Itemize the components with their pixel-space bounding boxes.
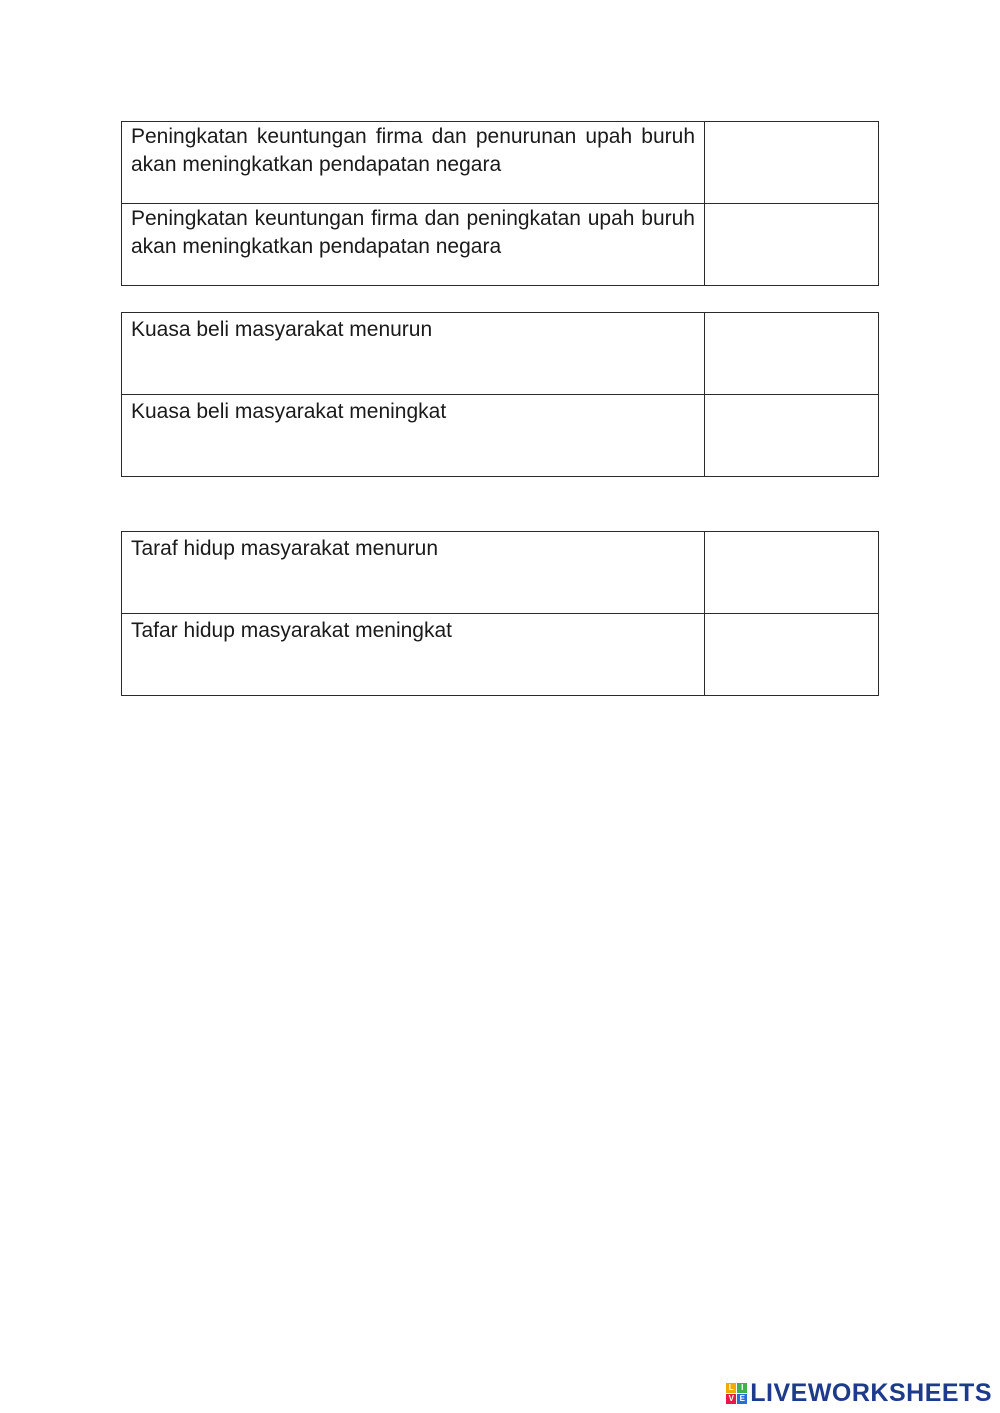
statement-cell — [122, 204, 705, 286]
answer-box[interactable] — [705, 532, 879, 614]
statement-cell — [122, 313, 705, 395]
table-row — [122, 614, 879, 696]
statement-text: Peningkatan keuntungan firma dan penurunan upah buruh akan meningkatkan pendapatan negara — [131, 125, 695, 176]
table-row — [122, 395, 879, 477]
answer-box[interactable] — [705, 313, 879, 395]
logo-tile-v: V — [726, 1394, 736, 1404]
table-row — [122, 532, 879, 614]
statement-text: Taraf hidup masyarakat menurun — [131, 537, 438, 560]
statement-text: Kuasa beli masyarakat meningkat — [131, 400, 447, 423]
statement-table-3 — [121, 531, 879, 696]
statement-table-2 — [121, 312, 879, 477]
statement-text: Peningkatan keuntungan firma dan peningkatan upah buruh akan meningkatkan pendapatan negara — [131, 207, 695, 258]
statement-text: Tafar hidup masyarakat meningkat — [131, 619, 452, 642]
answer-box[interactable] — [705, 122, 879, 204]
answer-box[interactable] — [705, 395, 879, 477]
logo-tile-i: I — [737, 1383, 747, 1393]
brand-name: LIVEWORKSHEETS — [750, 1379, 992, 1407]
statement-cell — [122, 122, 705, 204]
table-row — [122, 313, 879, 395]
answer-box[interactable] — [705, 614, 879, 696]
table-row — [122, 122, 879, 204]
statement-cell — [122, 395, 705, 477]
statement-cell — [122, 532, 705, 614]
statement-text: Kuasa beli masyarakat menurun — [131, 318, 433, 341]
logo-tile-e: E — [737, 1394, 747, 1404]
answer-box[interactable] — [705, 204, 879, 286]
table-row — [122, 204, 879, 286]
liveworksheets-watermark — [726, 1381, 992, 1405]
statement-cell — [122, 614, 705, 696]
liveworksheets-logo-icon — [726, 1383, 747, 1404]
statement-table-1 — [121, 121, 879, 286]
logo-tile-l: L — [726, 1383, 736, 1393]
